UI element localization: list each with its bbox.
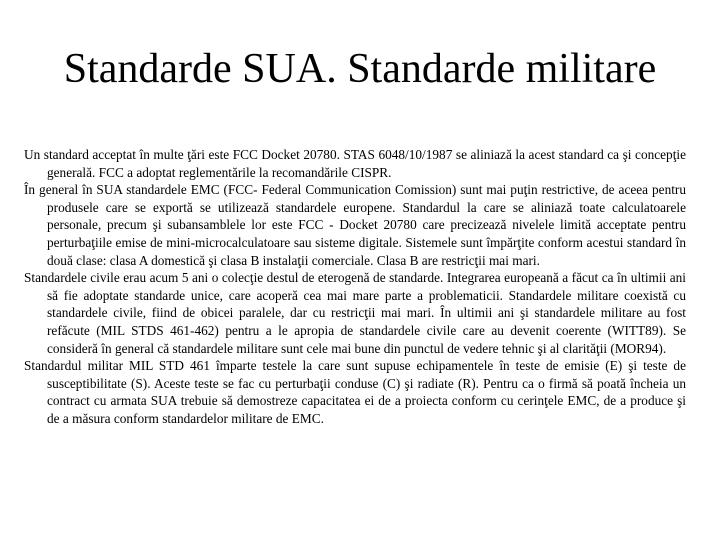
paragraph-civil-military: Standardele civile erau acum 5 ani o colecţie destul de eterogenă de standarde. Integrarea europeană a făcut ca în ultimii ani să fie adoptate standarde unice, care acoperă cea mai mare parte a problematicii. Standardele militare coexistă cu standardele civile, fiind de obicei paralele, dar cu restricţii mai mari. În ultimii ani şi standardele militare au fost refăcute (MIL STDS 461-462) pentru a le apropia de standardele civile care au devenit coerente (WITT89). Se consideră în general că standardele militare sunt cele mai bune din punctul de vedere tehnic şi al clarităţii (MOR94). bbox=[24, 270, 686, 356]
slide-title: Standarde SUA. Standarde militare bbox=[63, 46, 657, 92]
paragraph-mil-std-461: Standardul militar MIL STD 461 împarte testele la care sunt supuse echipamentele în teste de emisie (E) şi teste de susceptibilitate (S). Aceste teste se fac cu perturbaţii conduse (C) şi radiate (R). Pentru ca o firmă să poată încheia un contract cu armata SUA trebuie să demostreze capacitatea ei de a proiecta conform cu cerinţele EMC, de a produce şi de a măsura conform standardelor militare de EMC. bbox=[24, 358, 686, 426]
paragraph-emc-usa: În general în SUA standardele EMC (FCC- Federal Communication Comission) sunt mai puţin restrictive, de aceea pentru produsele care se exportă se utilizează standardele europene. Standardul la care se aliniază toate calculatoarele personale, precum şi subansamblele lor este FCC - Docket 20780 care precizează nivelele limită acceptate pentru perturbaţiile emise de mini-microcalculatoare sau sisteme digitale. Sistemele sunt împărţite conform acestui standard în două clase: clasa A domestică şi clasa B instalaţii comerciale. Clasa B are restricţii mai mari. bbox=[24, 182, 686, 268]
paragraph-fcc-docket: Un standard acceptat în multe ţări este FCC Docket 20780. STAS 6048/10/1987 se aliniază la acest standard ca şi concepţie generală. FCC a adoptat reglementările la recomandările CISPR. bbox=[24, 147, 686, 180]
slide-body bbox=[24, 146, 686, 428]
